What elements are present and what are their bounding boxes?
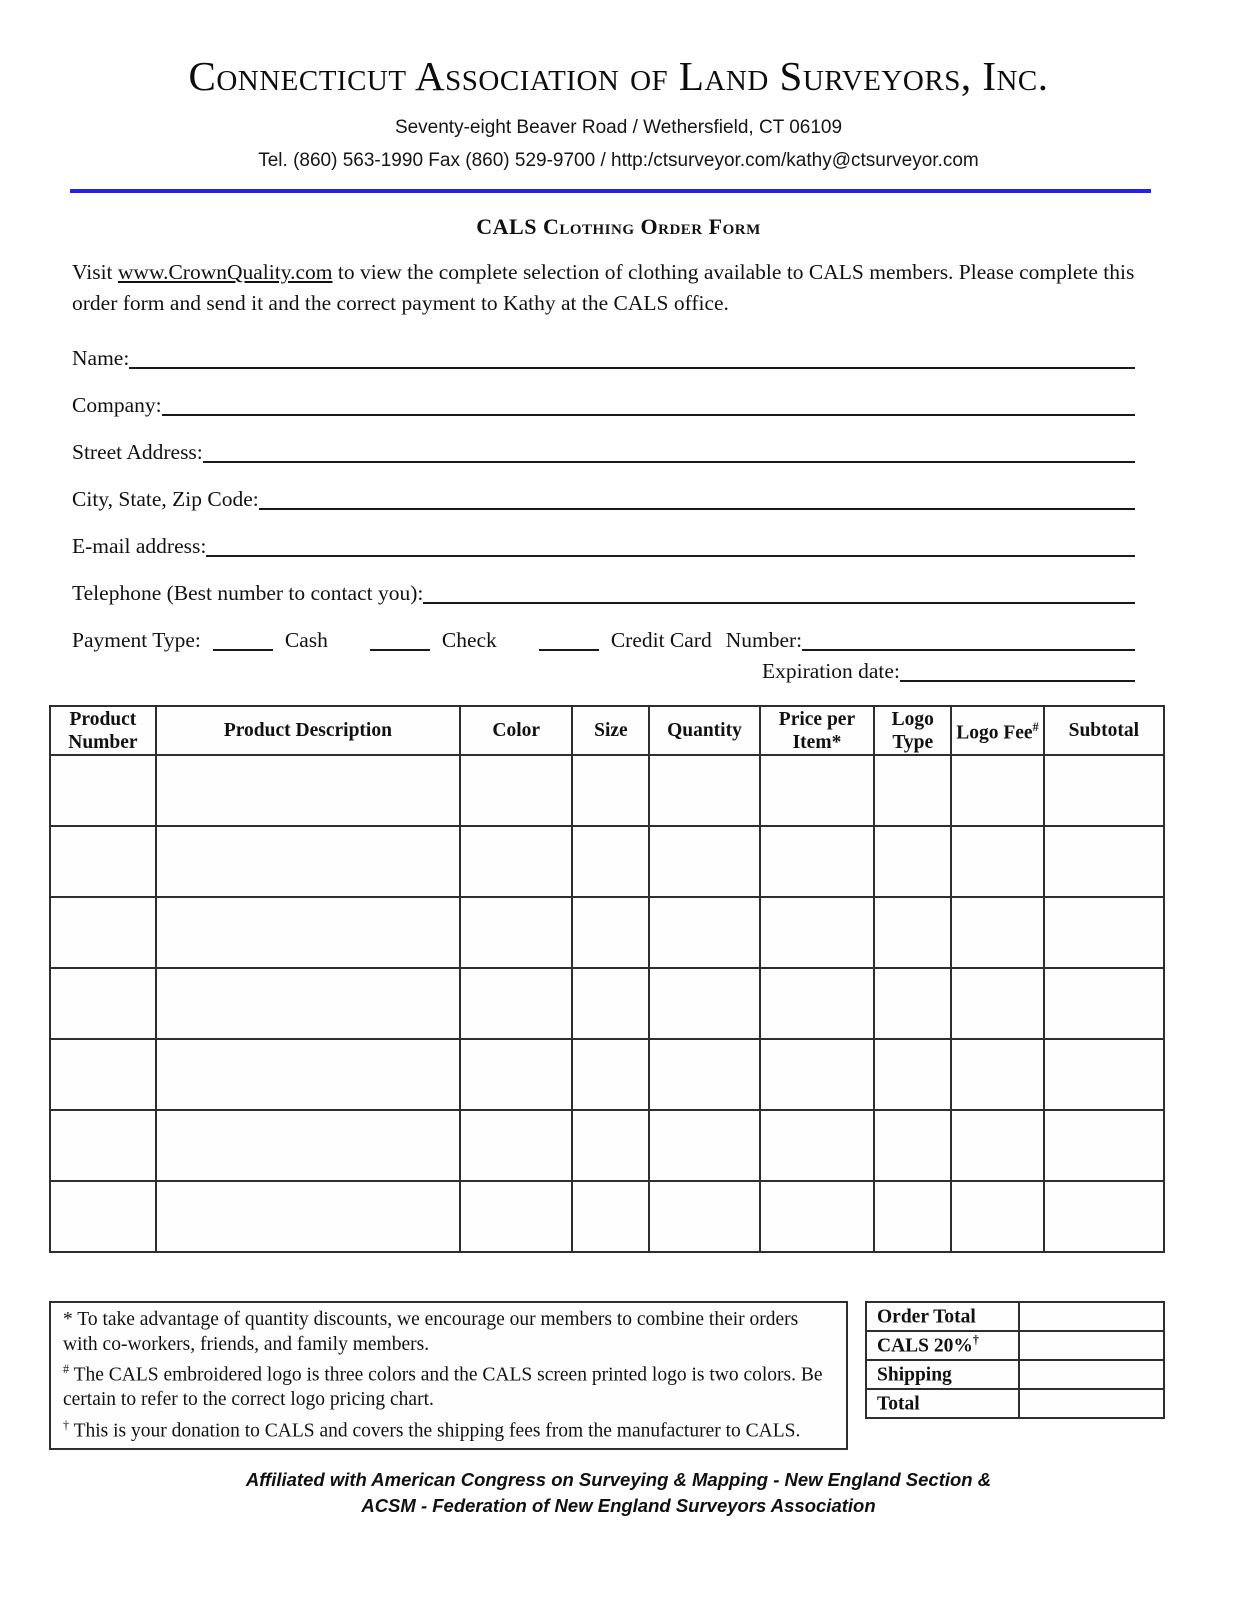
- telephone-label: Telephone (Best number to contact you):: [72, 581, 424, 605]
- affiliation-line-2: ACSM - Federation of New England Surveyors Association: [361, 1494, 876, 1516]
- col-header-color: Color: [460, 706, 573, 755]
- logo-fee-text: Logo Fee: [956, 722, 1033, 744]
- cals-20-value-cell: [1019, 1331, 1164, 1360]
- col-header-size: Size: [572, 706, 649, 755]
- footnote-text: This is your donation to CALS and covers the shipping fees from the manufacturer to CALS.: [73, 1420, 801, 1441]
- totals-label-text: CALS 20%: [877, 1335, 973, 1357]
- order-table-empty-cell: [649, 1110, 759, 1181]
- cash-blank-line: [213, 627, 273, 651]
- city-state-zip-blank-line: [259, 486, 1135, 510]
- logo-fee-footnote-mark: #: [1032, 720, 1039, 735]
- totals-table: [865, 1301, 1165, 1419]
- intro-paragraph: [72, 257, 1135, 319]
- order-table-empty-cell: [874, 1110, 951, 1181]
- totals-sup: †: [972, 1333, 979, 1348]
- telephone-field: [72, 580, 1135, 607]
- order-table-empty-cell: [874, 1181, 951, 1252]
- street-address-field: [72, 439, 1135, 466]
- order-table-empty-cell: [874, 1039, 951, 1110]
- name-label: Name:: [72, 346, 130, 370]
- email-label: E-mail address:: [72, 534, 207, 558]
- order-table-empty-cell: [50, 897, 156, 968]
- dagger-marker: †: [63, 1417, 70, 1432]
- expiration-date-blank-line: [900, 658, 1135, 682]
- organization-name: Connecticut Association of Land Surveyors, Inc.: [188, 53, 1049, 99]
- shipping-value-cell: [1019, 1360, 1164, 1389]
- intro-text-start: Visit: [72, 260, 118, 284]
- order-table-empty-cell: [572, 1110, 649, 1181]
- order-table-row: [50, 826, 1164, 897]
- col-header-logo-type: Logo Type: [874, 706, 951, 755]
- expiration-date-label: Expiration date:: [762, 659, 900, 683]
- check-option-label: Check: [441, 628, 497, 652]
- city-state-zip-label: City, State, Zip Code:: [72, 487, 259, 511]
- order-table-empty-cell: [460, 1039, 573, 1110]
- order-table-empty-cell: [572, 1039, 649, 1110]
- order-table-empty-cell: [951, 1039, 1043, 1110]
- footnote-text: To take advantage of quantity discounts, we encourage our members to combine their orders with co-workers, friends, and family members.: [63, 1309, 799, 1355]
- col-header-subtotal: Subtotal: [1044, 706, 1164, 755]
- total-label: [866, 1389, 1019, 1418]
- order-table: [49, 705, 1165, 1253]
- order-table-empty-cell: [156, 755, 460, 826]
- totals-label-text: Order Total: [877, 1306, 976, 1328]
- order-total-label: [866, 1302, 1019, 1331]
- order-table-empty-cell: [649, 1039, 759, 1110]
- order-table-empty-cell: [156, 1039, 460, 1110]
- order-table-empty-cell: [50, 968, 156, 1039]
- order-table-empty-cell: [760, 1110, 875, 1181]
- letterhead-divider: [70, 189, 1151, 193]
- order-table-empty-cell: [951, 897, 1043, 968]
- order-table-empty-cell: [572, 968, 649, 1039]
- footnote-text: The CALS embroidered logo is three colors and the CALS screen printed logo is two colors. Be certain to refer to the correct logo pricing chart.: [63, 1364, 823, 1410]
- order-table-empty-cell: [460, 968, 573, 1039]
- organization-contact: Tel. (860) 563-1990 Fax (860) 529-9700 / http:/ctsurveyor.com/kathy@ctsurveyor.com: [258, 150, 979, 171]
- order-table-row: [50, 968, 1164, 1039]
- order-table-empty-cell: [50, 826, 156, 897]
- company-label: Company:: [72, 393, 162, 417]
- footnote-logo-colors: [63, 1357, 836, 1413]
- order-table-row: [50, 1039, 1164, 1110]
- shipping-row: [866, 1360, 1164, 1389]
- order-table-empty-cell: [649, 826, 759, 897]
- total-value-cell: [1019, 1389, 1164, 1418]
- total-row: [866, 1389, 1164, 1418]
- footnotes-box: [49, 1301, 848, 1450]
- order-table-empty-cell: [760, 968, 875, 1039]
- order-table-empty-cell: [760, 1181, 875, 1252]
- order-table-body: [50, 755, 1164, 1252]
- order-table-empty-cell: [760, 1039, 875, 1110]
- order-table-empty-cell: [460, 1181, 573, 1252]
- order-table-empty-cell: [874, 897, 951, 968]
- order-table-empty-cell: [760, 897, 875, 968]
- order-table-empty-cell: [1044, 1110, 1164, 1181]
- footnote-donation: [63, 1413, 836, 1444]
- order-table-empty-cell: [874, 826, 951, 897]
- cals-20-label: [866, 1331, 1019, 1360]
- order-table-empty-cell: [572, 1181, 649, 1252]
- col-header-product-description: Product Description: [156, 706, 460, 755]
- cash-option-label: Cash: [284, 628, 328, 652]
- order-table-empty-cell: [460, 1110, 573, 1181]
- asterisk-marker: *: [63, 1309, 73, 1330]
- order-table-header-row: [50, 706, 1164, 755]
- order-table-empty-cell: [951, 755, 1043, 826]
- order-table-empty-cell: [951, 826, 1043, 897]
- order-table-empty-cell: [572, 826, 649, 897]
- order-table-empty-cell: [649, 968, 759, 1039]
- order-table-empty-cell: [156, 826, 460, 897]
- footnote-quantity-discounts: [63, 1308, 836, 1357]
- company-blank-line: [162, 392, 1135, 416]
- order-table-empty-cell: [760, 826, 875, 897]
- order-table-empty-cell: [460, 897, 573, 968]
- order-table-empty-cell: [460, 826, 573, 897]
- order-table-empty-cell: [951, 1110, 1043, 1181]
- order-table-empty-cell: [649, 897, 759, 968]
- order-table-empty-cell: [50, 1039, 156, 1110]
- order-table-empty-cell: [951, 1181, 1043, 1252]
- hash-marker: #: [63, 1362, 70, 1376]
- affiliation-footer: [0, 1467, 1237, 1519]
- order-table-empty-cell: [649, 1181, 759, 1252]
- order-total-value-cell: [1019, 1302, 1164, 1331]
- company-field: [72, 392, 1135, 419]
- order-table-empty-cell: [156, 897, 460, 968]
- affiliation-line-1: Affiliated with American Congress on Surveying & Mapping - New England Section &: [245, 1468, 992, 1490]
- city-state-zip-field: [72, 486, 1135, 513]
- order-table-empty-cell: [572, 755, 649, 826]
- order-table-empty-cell: [460, 755, 573, 826]
- order-table-empty-cell: [1044, 1039, 1164, 1110]
- card-number-blank-line: [802, 627, 1135, 651]
- payment-type-row: [72, 627, 1135, 654]
- crownquality-link[interactable]: www.CrownQuality.com: [117, 260, 333, 284]
- order-table-empty-cell: [1044, 1181, 1164, 1252]
- order-table-empty-cell: [156, 1110, 460, 1181]
- order-table-row: [50, 897, 1164, 968]
- order-table-empty-cell: [1044, 897, 1164, 968]
- organization-address: Seventy-eight Beaver Road / Wethersfield, CT 06109: [394, 117, 843, 138]
- col-header-logo-fee: [951, 706, 1043, 755]
- expiration-date-row: [72, 658, 1135, 685]
- order-total-row: [866, 1302, 1164, 1331]
- order-table-empty-cell: [50, 755, 156, 826]
- name-field: [72, 345, 1135, 372]
- order-table-empty-cell: [951, 968, 1043, 1039]
- order-table-empty-cell: [156, 1181, 460, 1252]
- col-header-price-per-item: Price per Item*: [760, 706, 875, 755]
- totals-label-text: Total: [877, 1393, 920, 1415]
- order-table-empty-cell: [50, 1110, 156, 1181]
- credit-card-option-label: Credit Card: [610, 628, 712, 652]
- email-blank-line: [206, 533, 1135, 557]
- order-table-empty-cell: [1044, 968, 1164, 1039]
- order-table-empty-cell: [874, 755, 951, 826]
- card-number-label: Number:: [725, 628, 803, 652]
- name-blank-line: [129, 345, 1135, 369]
- payment-type-label: Payment Type:: [72, 628, 201, 652]
- col-header-product-number: Product Number: [50, 706, 156, 755]
- order-table-empty-cell: [1044, 826, 1164, 897]
- order-table-empty-cell: [572, 897, 649, 968]
- col-header-quantity: Quantity: [649, 706, 759, 755]
- contact-fields: [72, 345, 1135, 685]
- email-field: [72, 533, 1135, 560]
- check-blank-line: [370, 627, 430, 651]
- order-table-row: [50, 1181, 1164, 1252]
- order-table-row: [50, 755, 1164, 826]
- order-table-empty-cell: [50, 1181, 156, 1252]
- shipping-label: [866, 1360, 1019, 1389]
- totals-label-text: Shipping: [877, 1364, 952, 1386]
- order-table-row: [50, 1110, 1164, 1181]
- bottom-section: [49, 1301, 1165, 1450]
- street-address-label: Street Address:: [72, 440, 203, 464]
- order-table-empty-cell: [760, 755, 875, 826]
- intro-text-rest: to view the complete selection of clothing available to CALS members. Please complete this order form and send it and the correct payment to Kathy at the CALS office.: [72, 260, 1135, 315]
- credit-card-blank-line: [539, 627, 599, 651]
- order-table-empty-cell: [649, 755, 759, 826]
- telephone-blank-line: [423, 580, 1135, 604]
- cals-20-row: [866, 1331, 1164, 1360]
- street-address-blank-line: [203, 439, 1135, 463]
- order-table-empty-cell: [1044, 755, 1164, 826]
- order-table-empty-cell: [874, 968, 951, 1039]
- form-title: CALS Clothing Order Form: [476, 214, 761, 239]
- order-table-empty-cell: [156, 968, 460, 1039]
